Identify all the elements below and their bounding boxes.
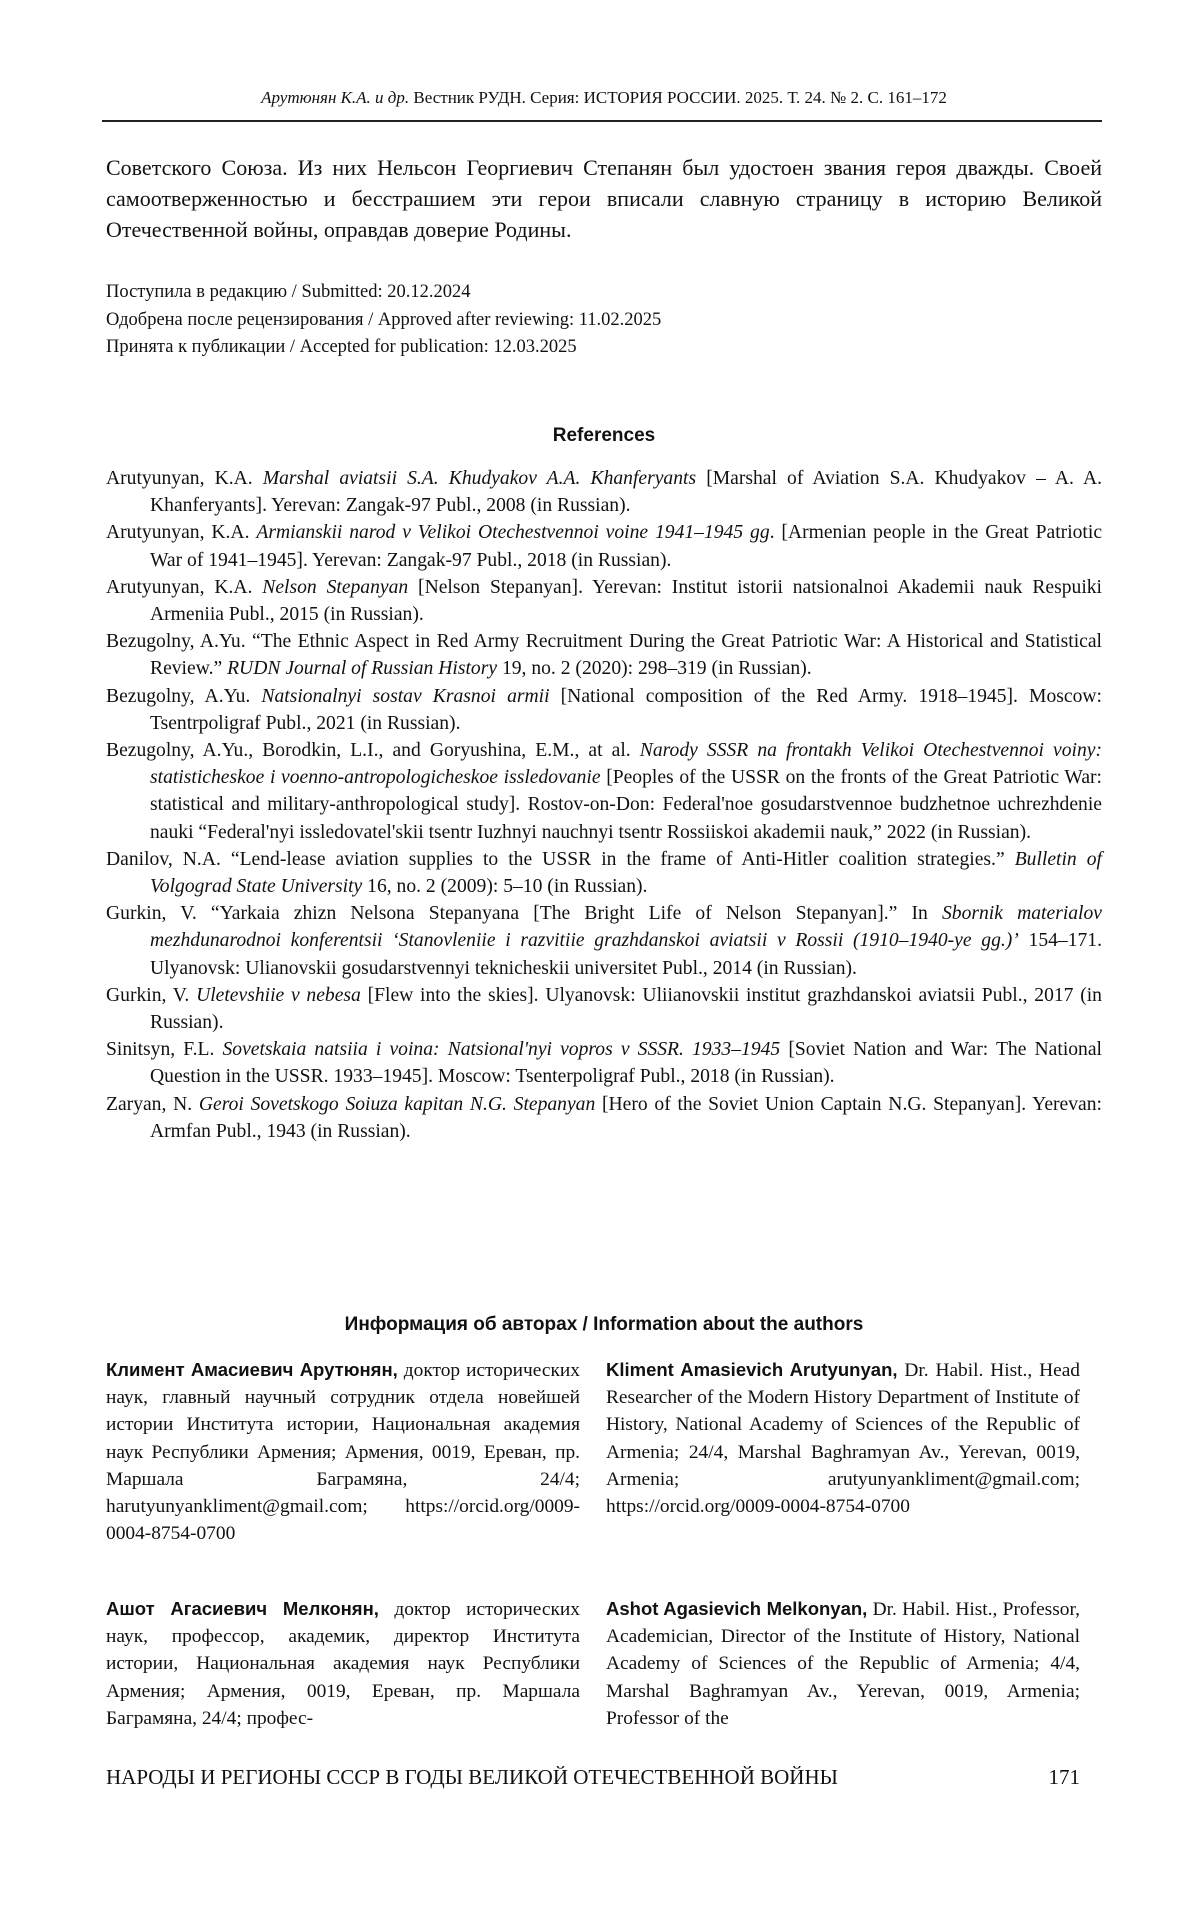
author-name: Kliment Amasievich Arutyunyan, (606, 1359, 898, 1380)
reference-text: Arutyunyan, K.A. (106, 577, 262, 598)
reference-text: Gurkin, V. “Yarkaia zhizn Nelsona Stepanyana [The Bright Life of Nelson Stepanyan].” In (106, 903, 942, 924)
author-2-ru (106, 1595, 580, 1732)
accepted-date: Принята к публикации / Accepted for publication: 12.03.2025 (106, 334, 1102, 362)
reference-title: Nelson Stepanyan (262, 577, 408, 598)
running-head (108, 88, 1100, 108)
reference-text: [Flew into the skies]. Ulyanovsk: Uliianovskii institut grazhdanskoi aviatsii Publ., 2017 (in Russian). (150, 985, 1102, 1033)
reference-item (106, 982, 1102, 1036)
reference-item (106, 628, 1102, 682)
footer-title: НАРОДЫ И РЕГИОНЫ СССР В ГОДЫ ВЕЛИКОЙ ОТЕЧЕСТВЕННОЙ ВОЙНЫ (106, 1765, 838, 1789)
reference-text: 16, no. 2 (2009): 5–10 (in Russian). (362, 876, 647, 897)
author-1-en (606, 1356, 1080, 1520)
reference-text: Bezugolny, A.Yu., Borodkin, L.I., and Goryushina, E.M., at al. (106, 740, 640, 761)
author-2-en (606, 1595, 1080, 1732)
reference-text: Bezugolny, A.Yu. (106, 686, 261, 707)
author-info: Dr. Habil. Hist., Professor, Academician, Director of the Institute of History, National Academy of Sciences of the Republic of Armenia; 4/4, Marshal Baghramyan Av., Yerevan, 0019, Armenia; Professor of the (606, 1599, 1080, 1729)
reference-text: [Hero of the Soviet Union Captain N.G. Stepanyan]. Yerevan: Armfan Publ., 1943 (in Russian). (150, 1094, 1102, 1142)
reference-text: [Marshal of Aviation S.A. Khudyakov – A. A. Khanferyants]. Yerevan: Zangak-97 Publ., 2008 (in Russian). (150, 468, 1102, 516)
reference-title: Uletevshiie v nebesa (196, 985, 361, 1006)
author-name: Ашот Агасиевич Мелконян, (106, 1598, 379, 1619)
reference-text: [National composition of the Red Army. 1918–1945]. Moscow: Tsentrpoligraf Publ., 2021 (in Russian). (150, 686, 1102, 734)
author-name: Климент Амасиевич Арутюнян, (106, 1359, 398, 1380)
references-list (106, 465, 1102, 1145)
reference-item (106, 683, 1102, 737)
publication-dates (106, 279, 1102, 362)
reference-title: Sovetskaia natsiia i voina: Natsional'nyi vopros v SSSR. 1933–1945 (223, 1039, 781, 1060)
submitted-date: Поступила в редакцию / Submitted: 20.12.2024 (106, 279, 1102, 307)
reference-text: Danilov, N.A. “Lend-lease aviation supplies to the USSR in the frame of Anti-Hitler coalition strategies.” (106, 849, 1015, 870)
reference-item (106, 519, 1102, 573)
page-footer (106, 1765, 1080, 1790)
reference-title: Geroi Sovetskogo Soiuza kapitan N.G. Stepanyan (199, 1094, 595, 1115)
reference-item (106, 900, 1102, 982)
reference-text: Zaryan, N. (106, 1094, 199, 1115)
author-1-ru (106, 1356, 580, 1547)
reference-title: Bulletin of Volgograd State University (150, 849, 1102, 897)
author-info: доктор исторических наук, главный научный сотрудник отдела новейшей истории Института истории, Национальная академия наук Республики Армения; Армения, 0019, Ереван, пр. Маршала Баграмяна, 24/4; harutyunyankliment@gmail.com; https://orcid.org/0009-0004-8754-0700 (106, 1360, 580, 1544)
reference-text: 19, no. 2 (2020): 298–319 (in Russian). (497, 658, 812, 679)
reference-text: [Nelson Stepanyan]. Yerevan: Institut istorii natsionalnoi Akademii nauk Respuiki Armeniia Publ., 2015 (in Russian). (150, 577, 1102, 625)
reference-title: Sbornik materialov mezhdunarodnoi konferentsii ‘Stanovleniie i razvitiie grazhdanskoi aviatsii v Rossii (1910–1940-ye gg.)’ (150, 903, 1102, 951)
reference-title: RUDN Journal of Russian History (227, 658, 497, 679)
author-info: Dr. Habil. Hist., Head Researcher of the Modern History Department of Institute of History, National Academy of Sciences of the Republic of Armenia; 24/4, Marshal Baghramyan Av., Yerevan, 0019, Armenia; arutyunyankliment@gmail.com; https://orcid.org/0009-0004-8754-0700 (606, 1360, 1080, 1517)
running-head-authors: Арутюнян К.А. и др. (261, 88, 409, 107)
reference-item (106, 737, 1102, 846)
reference-text: Sinitsyn, F.L. (106, 1039, 223, 1060)
reference-text: . [Armenian people in the Great Patriotic War of 1941–1945]. Yerevan: Zangak-97 Publ., 2018 (in Russian). (150, 522, 1102, 570)
author-name: Ashot Agasievich Melkonyan, (606, 1598, 867, 1619)
reference-item (106, 465, 1102, 519)
authors-heading: Информация об авторах / Information about the authors (106, 1314, 1102, 1336)
reference-text: Gurkin, V. (106, 985, 196, 1006)
reference-item (106, 574, 1102, 628)
reference-item (106, 1091, 1102, 1145)
reference-title: Narody SSSR na frontakh Velikoi Otechestvennoi voiny: statisticheskoe i voenno-antropologicheskoe issledovanie (150, 740, 1102, 788)
header-rule (102, 120, 1102, 122)
reference-text: 154–171. Ulyanovsk: Ulianovskii gosudarstvennyi teknicheskii universitet Publ., 2014 (in Russian). (150, 930, 1102, 978)
body-paragraph: Советского Союза. Из них Нельсон Георгиевич Степанян был удостоен звания героя дважды. Своей самоотверженностью и бесстрашием эти герои вписали славную страницу в историю Великой Отечественной войны, оправдав доверие Родины. (106, 152, 1102, 245)
references-heading: References (106, 425, 1102, 447)
reference-title: Natsionalnyi sostav Krasnoi armii (261, 686, 549, 707)
reference-title: Marshal aviatsii S.A. Khudyakov A.A. Khanferyants (263, 468, 696, 489)
running-head-journal: Вестник РУДН. Серия: ИСТОРИЯ РОССИИ. 2025. Т. 24. № 2. С. 161–172 (413, 88, 946, 107)
approved-date: Одобрена после рецензирования / Approved after reviewing: 11.02.2025 (106, 307, 1102, 335)
reference-text: [Peoples of the USSR on the fronts of the Great Patriotic War: statistical and military-anthropological study]. Rostov-on-Don: Federal'noe gosudarstvennoe budzhetnoe uchrezhdenie nauki “Federal'nyi issledovatel'skii tsentr Iuzhnyi nauchnyi tsentr Rossiiskoi akademii nauk,” 2022 (in Russian). (150, 767, 1102, 842)
reference-text: Bezugolny, A.Yu. “The Ethnic Aspect in Red Army Recruitment During the Great Patriotic War: A Historical and Statistical Review.” (106, 631, 1102, 679)
author-info: доктор исторических наук, профессор, академик, директор Института истории, Национальная академия наук Республики Армения; Армения, 0019, Ереван, пр. Маршала Баграмяна, 24/4; профес- (106, 1599, 580, 1729)
reference-item (106, 846, 1102, 900)
reference-title: Armianskii narod v Velikoi Otechestvennoi voine 1941–1945 gg (256, 522, 769, 543)
reference-text: Arutyunyan, K.A. (106, 522, 256, 543)
reference-item (106, 1036, 1102, 1090)
reference-text: [Soviet Nation and War: The National Question in the USSR. 1933–1945]. Moscow: Tsenterpoligraf Publ., 2018 (in Russian). (150, 1039, 1102, 1087)
reference-text: Arutyunyan, K.A. (106, 468, 263, 489)
page-number: 171 (1049, 1765, 1081, 1790)
